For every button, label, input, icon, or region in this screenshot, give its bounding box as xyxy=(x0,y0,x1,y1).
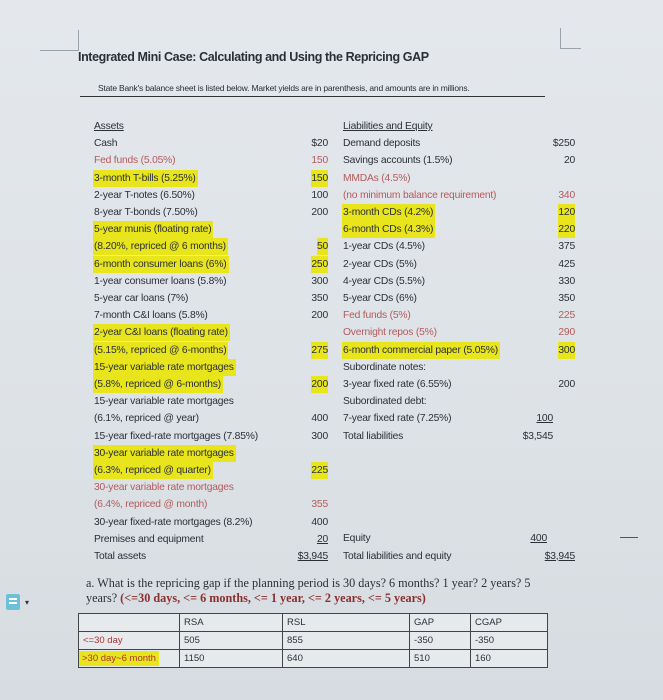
liabilities-row xyxy=(342,376,575,393)
row-label: (6.3%, repriced @ quarter) xyxy=(93,462,213,479)
equity-row xyxy=(342,548,575,565)
assets-row xyxy=(93,514,328,531)
liabilities-row xyxy=(342,187,575,204)
table-cell: 855 xyxy=(283,632,410,650)
row-label: Assets xyxy=(94,121,124,132)
row-label: Premises and equipment xyxy=(94,533,204,545)
liabilities-row xyxy=(342,256,575,273)
table-cell xyxy=(79,650,180,668)
table-cell: <=30 day xyxy=(79,632,180,650)
assets-row xyxy=(93,548,328,565)
row-value: $3,545 xyxy=(522,430,553,442)
row-value: 330 xyxy=(558,275,575,287)
column-header: GAP xyxy=(410,614,471,632)
row-label: 30-year fixed-rate mortgages (8.2%) xyxy=(94,516,253,528)
assets-row xyxy=(93,273,328,290)
document-title: Integrated Mini Case: Calculating and Using the Repricing GAP xyxy=(78,50,429,64)
row-label: MMDAs (4.5%) xyxy=(343,172,411,184)
row-label: Total liabilities xyxy=(343,430,404,442)
row-value: 200 xyxy=(311,376,328,393)
row-value: 375 xyxy=(558,241,575,253)
liabilities-row xyxy=(342,238,575,255)
row-value: 400 xyxy=(311,516,328,528)
row-label: 5-year CDs (6%) xyxy=(343,293,417,304)
row-label: 30-year variable rate mortgages xyxy=(93,445,236,462)
row-label: Cash xyxy=(94,138,118,150)
row-label: 6-month consumer loans (6%) xyxy=(93,256,229,273)
row-label: (6.1%, repriced @ year) xyxy=(94,413,199,425)
row-label: 5-year munis (floating rate) xyxy=(93,221,213,238)
assets-row xyxy=(93,342,328,359)
row-value: 290 xyxy=(558,327,575,339)
row-value: 425 xyxy=(558,258,575,270)
row-value: 20 xyxy=(563,155,575,167)
table-row xyxy=(79,632,548,650)
assets-row xyxy=(93,376,328,393)
liabilities-row xyxy=(342,324,575,341)
row-label: 3-month CDs (4.2%) xyxy=(342,204,435,221)
row-value: $3,945 xyxy=(544,550,575,562)
assets-row xyxy=(93,307,328,324)
assets-row xyxy=(93,290,328,307)
gap-table xyxy=(78,613,548,668)
assets-row xyxy=(93,187,328,204)
liabilities-row xyxy=(342,410,575,427)
table-cell: -350 xyxy=(410,632,471,650)
row-value: 350 xyxy=(311,293,328,304)
row-label: 15-year variable rate mortgages xyxy=(93,359,236,376)
liabilities-row xyxy=(342,135,575,152)
row-value: 250 xyxy=(311,256,328,273)
row-value: 220 xyxy=(558,221,575,238)
assets-row xyxy=(93,324,328,341)
table-cell: 1150 xyxy=(180,650,283,668)
assets-row xyxy=(93,531,328,548)
liabilities-row xyxy=(342,152,575,169)
row-label: 7-year fixed rate (7.25%) xyxy=(343,413,452,425)
assets-row xyxy=(93,238,328,255)
row-label: 2-year T-notes (6.50%) xyxy=(94,189,195,201)
page-corner-mark xyxy=(560,28,581,49)
row-label: 30-year variable rate mortgages xyxy=(94,482,234,494)
row-label: (5.8%, repriced @ 6-months) xyxy=(93,376,223,393)
equity-row xyxy=(342,530,575,547)
assets-row xyxy=(93,496,328,513)
liabilities-row xyxy=(342,307,575,324)
assets-row xyxy=(93,152,328,169)
row-value: 100 xyxy=(311,189,328,201)
row-value: 400 xyxy=(311,413,328,425)
row-label: Equity xyxy=(343,533,371,544)
row-value: 300 xyxy=(558,342,575,359)
row-label: 5-year car loans (7%) xyxy=(94,293,189,304)
row-label: Savings accounts (1.5%) xyxy=(343,155,453,167)
row-value: 355 xyxy=(311,499,328,511)
divider xyxy=(620,537,638,538)
assets-row xyxy=(93,170,328,187)
row-value: 225 xyxy=(558,310,575,322)
row-label: (no minimum balance requirement) xyxy=(343,189,497,201)
row-label: (5.15%, repriced @ 6-months) xyxy=(93,342,228,359)
column-header xyxy=(79,614,180,632)
row-label: Fed funds (5%) xyxy=(343,310,411,322)
row-value: 300 xyxy=(311,275,328,287)
liabilities-row xyxy=(342,221,575,238)
assets-row xyxy=(93,359,328,376)
row-label: Overnight repos (5%) xyxy=(343,327,437,339)
column-header: RSL xyxy=(283,614,410,632)
page-corner-mark xyxy=(40,30,79,51)
row-label: Fed funds (5.05%) xyxy=(94,155,176,167)
row-value: 400 xyxy=(530,533,547,544)
assets-row xyxy=(93,256,328,273)
assets-row xyxy=(93,204,328,221)
liabilities-row xyxy=(342,170,575,187)
row-label: Total liabilities and equity xyxy=(343,550,452,562)
row-label: 6-month CDs (4.3%) xyxy=(342,221,435,238)
row-value: $20 xyxy=(311,138,328,150)
row-value: 200 xyxy=(311,207,328,218)
assets-row xyxy=(93,479,328,496)
row-label: Total assets xyxy=(94,551,146,562)
row-label: 2-year CDs (5%) xyxy=(343,258,417,270)
divider xyxy=(80,96,545,97)
row-value: 20 xyxy=(316,533,328,545)
assets-row xyxy=(93,135,328,152)
table-cell: 510 xyxy=(410,650,471,668)
liabilities-row xyxy=(342,204,575,221)
liabilities-row xyxy=(342,273,575,290)
liabilities-row xyxy=(342,118,575,135)
row-label: 4-year CDs (5.5%) xyxy=(343,275,425,287)
row-value: 350 xyxy=(558,293,575,304)
row-value: 275 xyxy=(311,342,328,359)
row-label: (6.4%, repriced @ month) xyxy=(94,499,208,511)
row-value: 150 xyxy=(311,170,328,187)
document-icon[interactable] xyxy=(6,594,20,610)
question-a xyxy=(86,576,556,606)
row-value: 50 xyxy=(317,238,328,255)
row-label: (8.20%, repriced @ 6 months) xyxy=(93,238,228,255)
question-ranges: (<=30 days, <= 6 months, <= 1 year, <= 2 years, <= 5 years) xyxy=(120,591,426,605)
assets-row xyxy=(93,428,328,445)
row-label: Subordinated debt: xyxy=(343,396,427,408)
assets-row xyxy=(93,445,328,462)
row-value: 340 xyxy=(558,189,575,201)
table-cell: 640 xyxy=(283,650,410,668)
assets-row xyxy=(93,410,328,427)
row-label: 1-year consumer loans (5.8%) xyxy=(94,275,227,287)
liabilities-row xyxy=(342,428,575,445)
row-label: 6-month commercial paper (5.05%) xyxy=(342,342,500,359)
row-value: $3,945 xyxy=(297,551,328,562)
table-cell: 505 xyxy=(180,632,283,650)
row-value: 225 xyxy=(311,462,328,479)
row-value: $250 xyxy=(552,138,575,150)
row-label: 1-year CDs (4.5%) xyxy=(343,241,425,253)
liabilities-row xyxy=(342,393,575,410)
row-label: 8-year T-bonds (7.50%) xyxy=(94,207,198,218)
row-label: Demand deposits xyxy=(343,138,421,150)
liabilities-row xyxy=(342,342,575,359)
table-header-row xyxy=(79,614,548,632)
row-value: 100 xyxy=(536,413,553,425)
liabilities-row xyxy=(342,290,575,307)
table-cell: -350 xyxy=(471,632,548,650)
row-label: 7-month C&I loans (5.8%) xyxy=(94,310,208,322)
chevron-down-icon[interactable]: ▾ xyxy=(25,598,30,607)
column-header: CGAP xyxy=(471,614,548,632)
row-label: 2-year C&I loans (floating rate) xyxy=(93,324,230,341)
table-row xyxy=(79,650,548,668)
table-cell: 160 xyxy=(471,650,548,668)
row-value: 150 xyxy=(311,155,328,167)
column-header: RSA xyxy=(180,614,283,632)
row-value: 300 xyxy=(311,430,328,442)
row-label: >30 day~6 month xyxy=(79,651,159,666)
assets-row xyxy=(93,118,328,135)
row-value: 120 xyxy=(558,204,575,221)
question-text: a. What is the repricing gap if the planning period is 30 days? 6 months? 1 year? 2 years? 5 years? xyxy=(86,576,531,605)
row-label: 3-month T-bills (5.25%) xyxy=(93,170,198,187)
row-value: 200 xyxy=(558,379,575,390)
assets-row xyxy=(93,221,328,238)
row-label: 3-year fixed rate (6.55%) xyxy=(343,379,452,390)
assets-row xyxy=(93,393,328,410)
row-label: Subordinate notes: xyxy=(343,361,426,373)
document-subtitle: State Bank's balance sheet is listed below. Market yields are in parenthesis, and amounts are in millions. xyxy=(98,83,470,93)
row-value: 200 xyxy=(311,310,328,322)
row-label: 15-year variable rate mortgages xyxy=(94,396,234,408)
row-label: Liabilities and Equity xyxy=(343,121,433,132)
liabilities-row xyxy=(342,359,575,376)
row-label: 15-year fixed-rate mortgages (7.85%) xyxy=(94,430,258,442)
assets-row xyxy=(93,462,328,479)
